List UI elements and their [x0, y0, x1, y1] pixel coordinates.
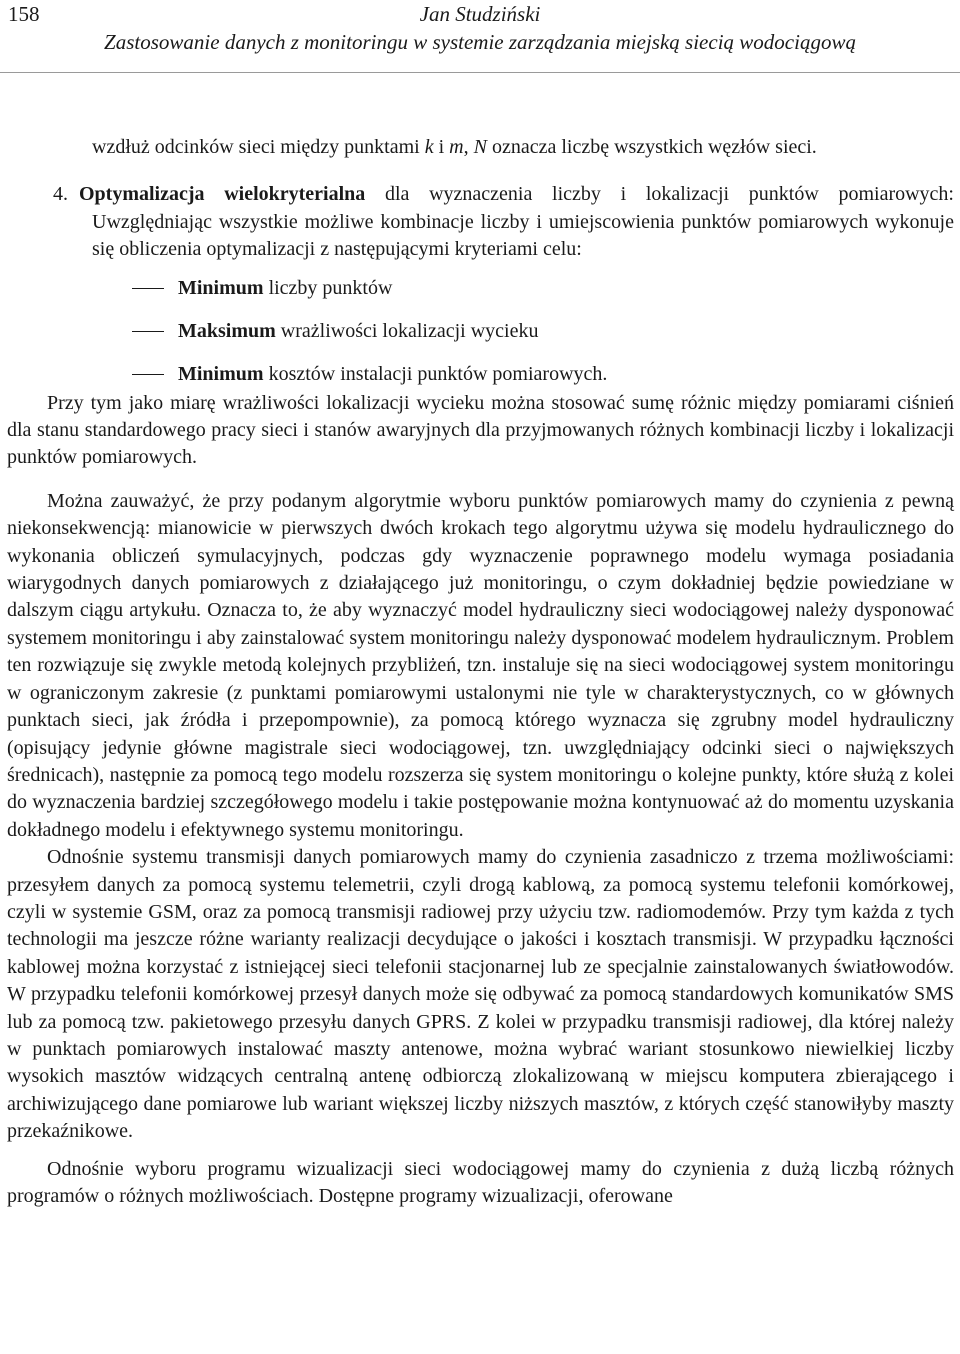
intro-paragraph: [92, 134, 954, 161]
intro-text-b: i: [433, 136, 450, 158]
criterion-keyword: Minimum: [178, 362, 264, 385]
running-head-author: Jan Studziński: [419, 2, 541, 26]
criterion-text: kosztów instalacji punktów pomiarowych.: [263, 362, 608, 385]
criteria-list: [7, 275, 954, 404]
intro-text-a: wzdłuż odcinków sieci między punktami: [92, 136, 425, 158]
body-paragraph: Przy tym jako miarę wrażliwości lokalizacji wycieku można stosować sumę różnic między pomiarami ciśnień dla stanu standardowego pracy sieci i stanów awaryjnych dla przyjmowanych różnych kombinacji liczby i lokalizacji punktów pomiarowych.: [7, 391, 954, 469]
page-number: 158: [8, 2, 40, 26]
criterion-item: [7, 318, 954, 361]
body-paragraph: Odnośnie systemu transmisji danych pomiarowych mamy do czynienia zasadniczo z trzema możliwościami: przesyłem danych za pomocą systemu telemetrii, czyli drogą kablową, za pomocą systemu telefonii komórkowej, czyli w systemie GSM, oraz za pomocą transmisji radiowej przy użyciu tzw. radiomodemów. Przy tym każda z tych technologii ma jeszcze różne warianty realizacji decydujące o jakości i kosztach transmisji. W przypadku łączności kablowej można korzystać z istniejącej sieci telefonii stacjonarnej lub ze specjalnie zainstalowanych światłowodów. W przypadku telefonii komórkowej przesył danych może się odbywać za pomocą standardowych komunikatów SMS lub za pomocą tzw. pakietowego przesyłu danych GPRS. Z kolei w przypadku transmisji radiowej, dla której należy w punktach pomiarowych instalować maszty antenowe, można wybrać wariant stosunkowo niewielkiej liczby wysokich masztów widzących centralną antenę odbiorczą zlokalizowaną w miejscu komputera zbierającego i archiwizującego dane pomiarowe lub wariant większej liczby niższych masztów, z których część stanowiłyby maszty przekaźnikowe.: [7, 846, 954, 1143]
criterion-text: wrażliwości lokalizacji wycieku: [275, 319, 539, 342]
criterion-keyword: Minimum: [178, 276, 264, 299]
list-item-text: dla wyznaczenia liczby i lokalizacji punktów pomiarowych: Uwzględniając wszystkie możliwe kombinacje liczby i umiejscowienia punktów pomiarowych wykonuje się obliczenia optymalizacji z następującymi kryteriami celu:: [92, 183, 954, 261]
page-header: [8, 0, 952, 72]
criterion-text: liczby punktów: [263, 276, 393, 299]
criterion-item: [7, 275, 954, 318]
header-divider: [0, 72, 960, 73]
intro-text-d: oznacza liczbę wszystkich węzłów sieci.: [486, 136, 817, 158]
list-item-number: 4.: [53, 183, 68, 206]
variable-n: N: [473, 136, 487, 158]
list-item-4: [53, 181, 954, 263]
variable-k: k: [424, 136, 434, 158]
page-body: [7, 134, 954, 1210]
body-paragraph: Można zauważyć, że przy podanym algorytmie wyboru punktów pomiarowych mamy do czynienia z pewną niekonsekwencją: mianowicie w pierwszych dwóch krokach tego algorytmu używa się modelu hydraulicznego do wykonania obliczeń symulacyjnych, podczas gdy wyznaczenie poprawnego modelu wymaga posiadania wiarygodnych danych pomiarowych z działającego już monitoringu, o czym dokładniej będzie powiedziane w dalszym ciągu artykułu. Oznacza to, że aby wyznaczyć model hydrauliczny sieci wodociągowej należy dysponować systemem monitoringu i aby zainstalować system monitoringu należy dysponować modelem hydraulicznym. Problem ten rozwiązuje się zwykle metodą kolejnych przybliżeń, tzn. instaluje się na sieci wodociągowej system monitoringu w ograniczonym zakresie (z punktami pomiarowymi ustalonymi nie tyle w charakterystycznych, co w głównych punktach sieci, jak źródła i przepompownie), za pomocą którego wyznacza się zgrubny model hydrauliczny (opisujący jedynie główne magistrale sieci wodociągowej, tzn. uwzględniający odcinki sieci o największych średnicach), następnie za pomocą tego modelu rozszerza się system monitoringu o kolejne punkty, które służą z kolei do wyznaczenia bardziej szczegółowego modelu i takie postępowanie można kontynuować aż do momentu uzyskania dokładnego modelu i efektywnego systemu monitoringu.: [7, 489, 954, 841]
list-item-heading: Optymalizacja wielokryterialna: [79, 183, 366, 206]
criterion-item: [7, 361, 954, 404]
variable-m: m: [449, 136, 464, 158]
body-paragraph: Odnośnie wyboru programu wizualizacji sieci wodociągowej mamy do czynienia z dużą liczbą różnych programów o różnych możliwościach. Dostępne programy wizualizacji, oferowane: [7, 1157, 954, 1207]
criterion-keyword: Maksimum: [178, 319, 276, 342]
running-head-title: Zastosowanie danych z monitoringu w systemie zarządzania miejską siecią wodociągową: [104, 30, 856, 54]
intro-text-c: ,: [463, 136, 474, 158]
